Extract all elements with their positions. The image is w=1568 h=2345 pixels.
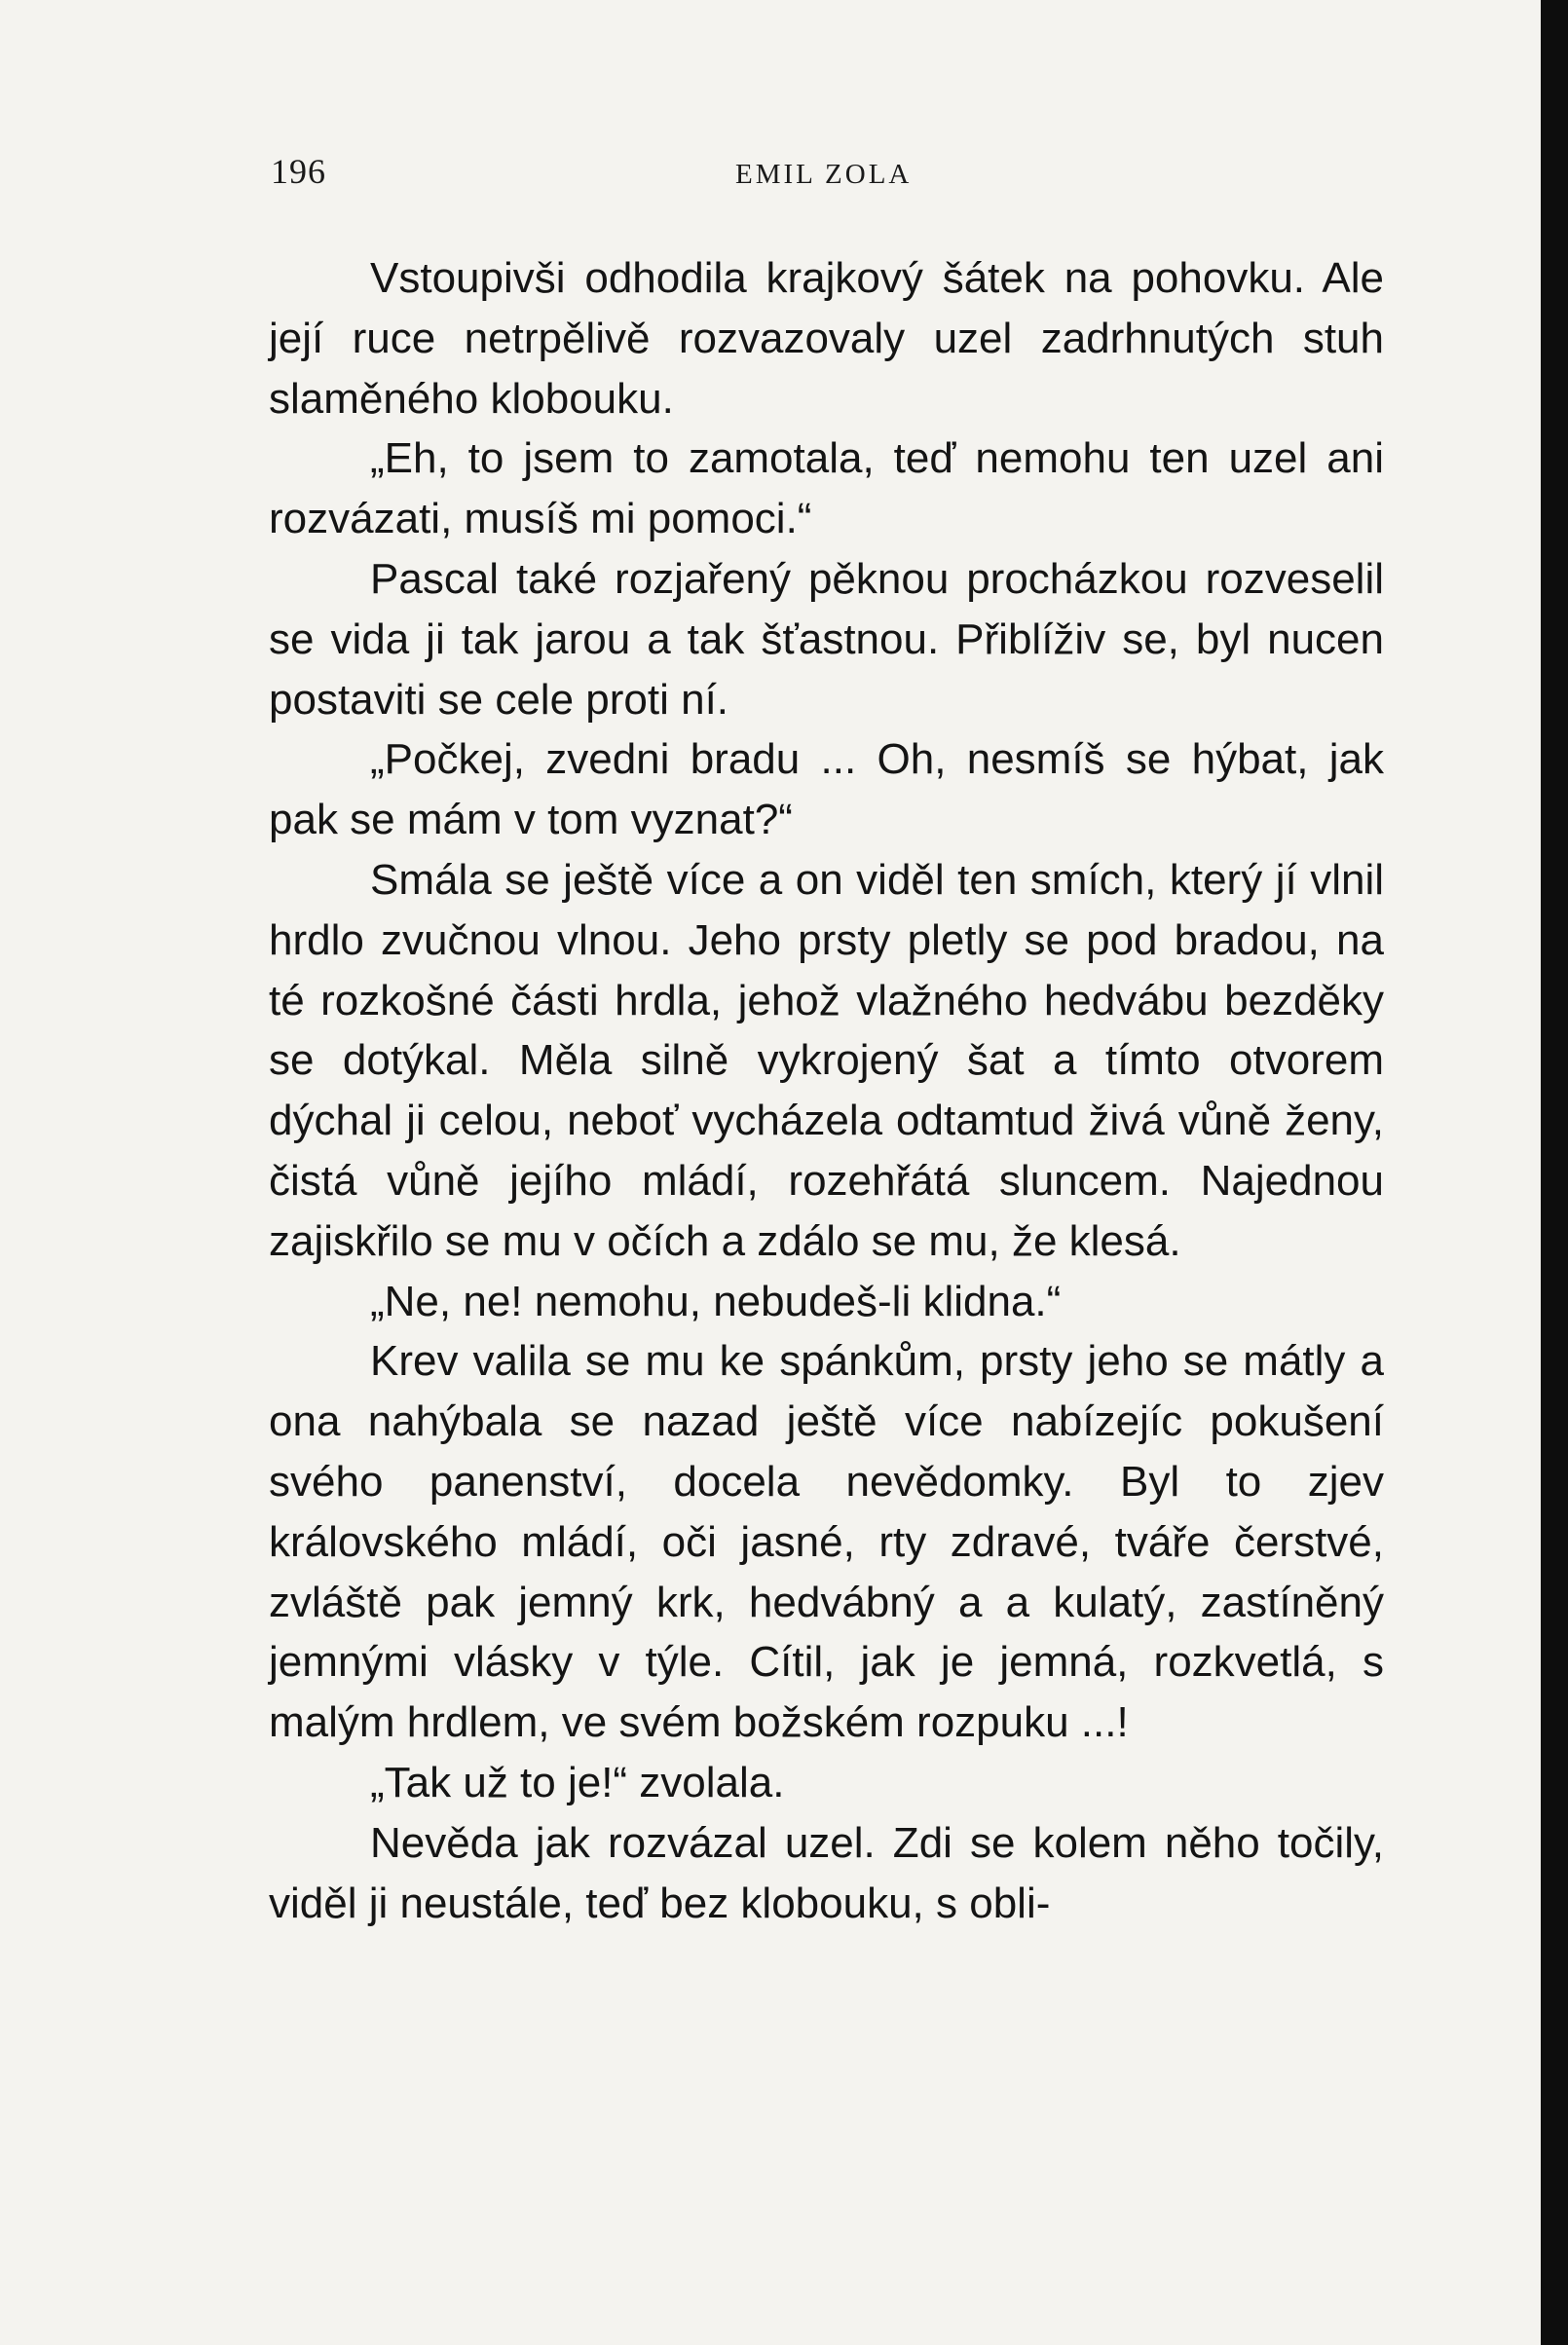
scan-edge-shadow	[1541, 0, 1568, 2345]
paragraph-6: „Ne, ne! nemohu, nebudeš-li klidna.“	[370, 1277, 1062, 1325]
paragraph-4: „Počkej, zvedni bradu ... Oh, nesmíš se hýbat, jak pak se mám v tom vyznat?“	[269, 735, 1384, 844]
running-head-author: EMIL ZOLA	[735, 159, 913, 190]
paragraph-7: Krev valila se mu ke spánkům, prsty jeho se mátly a ona nahýbala se nazad ještě více nabízejíc pokušení svého panenství, docela nevědomky. Byl to zjev královského mládí, oči jasné, rty zdravé, tváře čerstvé, zvláště pak jemný krk, hedvábný a a kulatý, zastíněný jemnými vlásky v týle. Cítil, jak je jemná, rozkvetlá, s malým hrdlem, ve svém božském rozpuku ...!	[269, 1337, 1384, 1747]
paragraph-5: Smála se ještě více a on viděl ten smích, který jí vlnil hrdlo zvučnou vlnou. Jeho prsty pletly se pod bradou, na té rozkošné části hrdla, jehož vlažného hedvábu bezděky se dotýkal. Měla silně vykrojený šat a tímto otvorem dýchal ji celou, neboť vycházela odtamtud živá vůně ženy, čistá vůně jejího mládí, rozehřátá sluncem. Najednou zajiskřilo se mu v očích a zdálo se mu, že klesá.	[269, 855, 1384, 1265]
running-header	[0, 151, 1541, 200]
page-number: 196	[271, 152, 326, 191]
page-body	[269, 248, 1384, 1933]
paragraph-8: „Tak už to je!“ zvolala.	[370, 1758, 785, 1806]
paragraph-1: Vstoupivši odhodila krajkový šátek na pohovku. Ale její ruce netrpělivě rozvazovaly uzel zadrhnutých stuh slaměného klobouku.	[269, 254, 1384, 423]
paragraph-3: Pascal také rozjařený pěknou procházkou rozveselil se vida ji tak jarou a tak šťastnou. Přiblíživ se, byl nucen postaviti se cele proti ní.	[269, 554, 1384, 724]
paragraph-9: Nevěda jak rozvázal uzel. Zdi se kolem něho točily, viděl ji neustále, teď bez klobouku, s obli-	[269, 1818, 1384, 1927]
paragraph-2: „Eh, to jsem to zamotala, teď nemohu ten uzel ani rozvázati, musíš mi pomoci.“	[269, 434, 1384, 543]
